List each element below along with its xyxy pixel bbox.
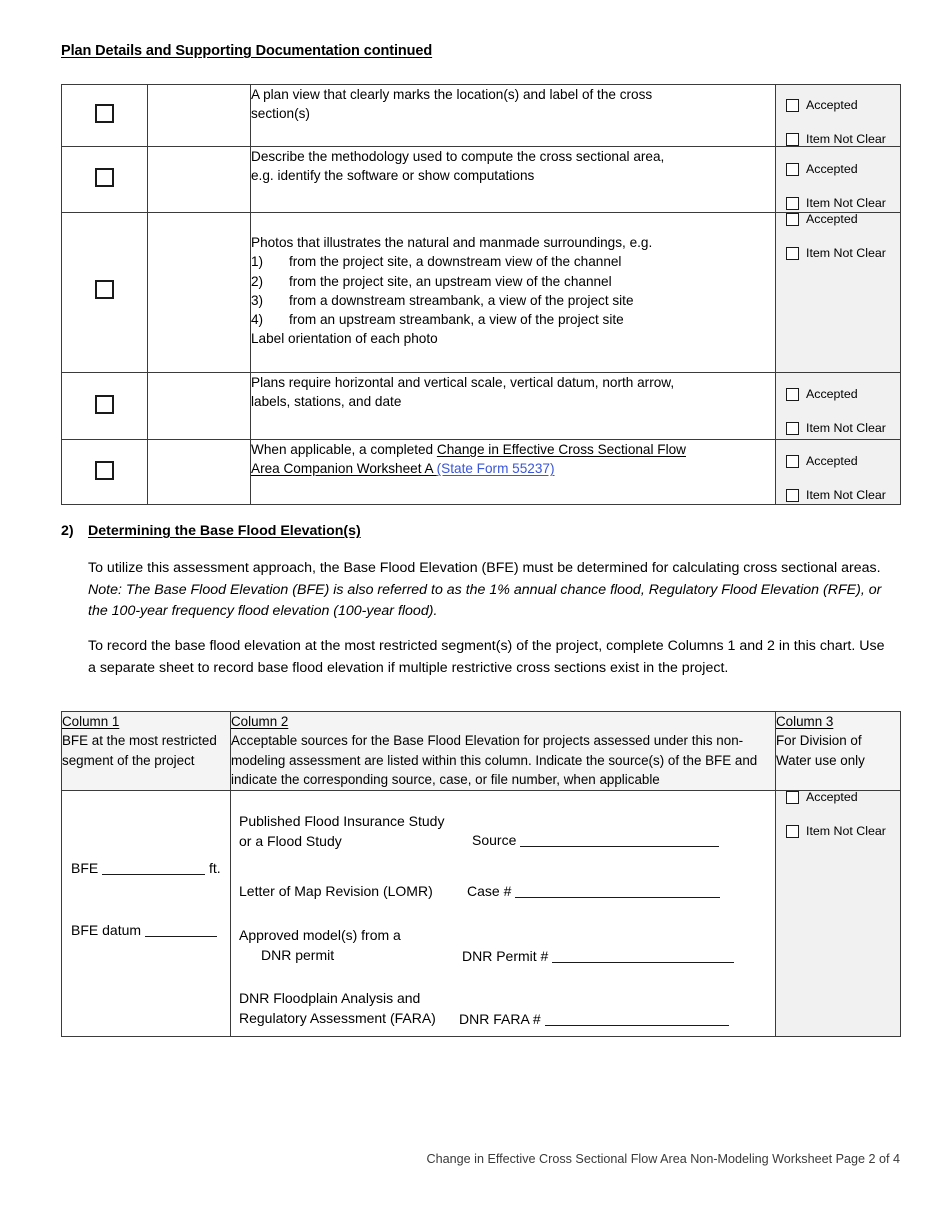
requirement-text-cell bbox=[251, 147, 776, 213]
bfe-input-rule[interactable] bbox=[102, 874, 205, 875]
bfe-datum-label: BFE datum bbox=[71, 921, 142, 938]
notes-cell[interactable] bbox=[148, 85, 251, 147]
bfe-datum-field[interactable] bbox=[71, 921, 217, 941]
source-field-case[interactable] bbox=[467, 882, 720, 902]
bfe-instructions-paragraph: To record the base flood elevation at the most restricted segment(s) of the project, complete Columns 1 and 2 in this chart. Use a separate sheet to record base flood elevation if multiple restrictive cross sections exist in the project. bbox=[88, 638, 885, 676]
bfe-intro-paragraph bbox=[88, 558, 891, 623]
status-label: Accepted bbox=[806, 98, 858, 113]
applicant-checkbox-cell[interactable] bbox=[62, 85, 148, 147]
status-option-accepted[interactable] bbox=[786, 388, 900, 401]
source-item-fara bbox=[239, 989, 436, 1029]
bfe-source-table bbox=[61, 711, 901, 1037]
requirement-text-cell bbox=[251, 373, 776, 440]
table-row bbox=[62, 790, 901, 1036]
checkbox-icon[interactable] bbox=[786, 825, 799, 838]
case-input-rule[interactable] bbox=[515, 897, 720, 898]
source-field-label: Case # bbox=[467, 882, 512, 899]
status-option-accepted[interactable] bbox=[786, 163, 900, 176]
requirement-text-cell bbox=[251, 440, 776, 505]
checkbox-icon[interactable] bbox=[95, 104, 114, 123]
requirement-line: section(s) bbox=[251, 106, 310, 122]
checkbox-icon[interactable] bbox=[786, 791, 799, 804]
status-option-not-clear[interactable] bbox=[786, 825, 900, 838]
checkbox-icon[interactable] bbox=[95, 280, 114, 299]
source-item-lomr bbox=[239, 882, 433, 902]
column3-header-cell bbox=[776, 712, 901, 791]
requirement-line: Describe the methodology used to compute the cross sectional area, bbox=[251, 149, 665, 164]
source-item-fis bbox=[239, 812, 444, 852]
requirement-line: labels, stations, and date bbox=[251, 394, 402, 410]
requirement-line: Plans require horizontal and vertical scale, vertical datum, north arrow, bbox=[251, 375, 675, 390]
status-option-accepted[interactable] bbox=[786, 791, 900, 804]
dnr-fara-input-rule[interactable] bbox=[545, 1025, 729, 1026]
checkbox-icon[interactable] bbox=[95, 168, 114, 187]
column2-title: Column 2 bbox=[231, 714, 289, 729]
worksheet-title-part1: Change in Effective Cross Sectional Flow bbox=[436, 442, 686, 457]
column1-header-cell bbox=[62, 712, 231, 791]
list-item-label: from a downstream streambank, a view of the project site bbox=[289, 292, 634, 308]
list-item bbox=[251, 272, 775, 291]
status-label: Accepted bbox=[806, 162, 858, 177]
list-item-label: from the project site, an upstream view of the channel bbox=[289, 273, 612, 289]
list-item-label: from the project site, a downstream view of the channel bbox=[289, 254, 622, 270]
plan-details-checklist-table bbox=[61, 84, 901, 505]
column2-header-cell bbox=[231, 712, 776, 791]
page-footer: Change in Effective Cross Sectional Flow Area Non-Modeling Worksheet Page 2 of 4 bbox=[426, 1152, 900, 1166]
source-field-source[interactable] bbox=[472, 831, 719, 851]
column1-title: Column 1 bbox=[62, 714, 120, 729]
checkbox-icon[interactable] bbox=[786, 388, 799, 401]
notes-cell[interactable] bbox=[148, 147, 251, 213]
source-item-approved-model bbox=[239, 926, 401, 966]
bfe-label: BFE bbox=[71, 859, 99, 876]
section-heading-bfe: Determining the Base Flood Elevation(s) bbox=[88, 523, 361, 539]
checkbox-icon[interactable] bbox=[786, 247, 799, 260]
paragraph-note-italic: Note: The Base Flood Elevation (BFE) is also referred to as the 1% annual chance flood, Regulatory Flood Elevation (RFE), or the 100-year frequency flood elevation (100-year flood). bbox=[88, 581, 882, 620]
paragraph-plain-text: To utilize this assessment approach, the Base Flood Elevation (BFE) must be determined for calculating cross sectional areas. bbox=[88, 560, 881, 576]
source-field-dnr-permit[interactable] bbox=[462, 947, 734, 967]
table-row bbox=[62, 373, 901, 440]
status-option-accepted[interactable] bbox=[786, 99, 900, 112]
source-name-line: Approved model(s) from a bbox=[239, 926, 401, 943]
requirement-line bbox=[251, 459, 775, 478]
checkbox-icon[interactable] bbox=[786, 489, 799, 502]
checkbox-icon[interactable] bbox=[786, 163, 799, 176]
column3-title: Column 3 bbox=[776, 714, 834, 729]
checkbox-icon[interactable] bbox=[786, 133, 799, 146]
source-name-line: DNR permit bbox=[261, 946, 335, 963]
source-input-rule[interactable] bbox=[520, 846, 719, 847]
requirement-line bbox=[251, 440, 775, 459]
list-item bbox=[251, 310, 775, 329]
requirement-text-cell bbox=[251, 85, 776, 147]
applicant-checkbox-cell[interactable] bbox=[62, 213, 148, 373]
applicant-checkbox-cell[interactable] bbox=[62, 147, 148, 213]
source-name-line: DNR Floodplain Analysis and bbox=[239, 989, 421, 1006]
list-item-number: 3) bbox=[251, 292, 264, 308]
list-item-number: 2) bbox=[251, 273, 264, 289]
worksheet-title-part2: Area Companion Worksheet A bbox=[251, 461, 437, 477]
table-row bbox=[62, 85, 901, 147]
source-name-line: or a Flood Study bbox=[239, 832, 342, 849]
requirement-closing: Label orientation of each photo bbox=[251, 331, 438, 347]
section-number: 2) bbox=[61, 523, 74, 539]
bfe-entry-cell bbox=[62, 790, 231, 1036]
column1-description: BFE at the most restricted segment of the project bbox=[62, 733, 217, 768]
applicant-checkbox-cell[interactable] bbox=[62, 440, 148, 505]
checkbox-icon[interactable] bbox=[786, 99, 799, 112]
list-item-label: from an upstream streambank, a view of the project site bbox=[289, 312, 624, 328]
notes-cell[interactable] bbox=[148, 213, 251, 373]
review-status-cell bbox=[776, 147, 901, 213]
requirement-prefix: When applicable, a completed bbox=[251, 442, 437, 457]
checkbox-icon[interactable] bbox=[95, 461, 114, 480]
status-label: Accepted bbox=[806, 790, 858, 805]
state-form-link[interactable]: (State Form 55237) bbox=[436, 461, 555, 477]
list-item bbox=[251, 291, 775, 310]
review-status-cell bbox=[776, 440, 901, 505]
status-option-accepted[interactable] bbox=[786, 455, 900, 468]
column3-description: For Division of Water use only bbox=[776, 733, 865, 768]
review-status-cell bbox=[776, 213, 901, 373]
photo-requirements-list bbox=[251, 252, 775, 329]
status-label: Accepted bbox=[806, 454, 858, 469]
review-status-cell bbox=[776, 790, 901, 1036]
status-label: Item Not Clear bbox=[806, 421, 886, 436]
status-option-not-clear[interactable] bbox=[786, 489, 900, 502]
checkbox-icon[interactable] bbox=[786, 197, 799, 210]
source-name-line: Regulatory Assessment (FARA) bbox=[239, 1009, 436, 1026]
bfe-datum-input-rule[interactable] bbox=[145, 936, 217, 937]
requirement-line: e.g. identify the software or show computations bbox=[251, 168, 535, 184]
source-field-label: Source bbox=[472, 831, 517, 848]
source-field-label: DNR Permit # bbox=[462, 947, 549, 964]
checkbox-icon[interactable] bbox=[786, 213, 799, 226]
bfe-unit-label: ft. bbox=[209, 859, 221, 876]
requirement-intro: Photos that illustrates the natural and manmade surroundings, e.g. bbox=[251, 235, 653, 250]
status-option-not-clear[interactable] bbox=[786, 133, 900, 146]
bfe-sources-cell bbox=[231, 790, 776, 1036]
table-row bbox=[62, 213, 901, 373]
list-item bbox=[251, 252, 775, 271]
review-status-cell bbox=[776, 373, 901, 440]
list-item-number: 1) bbox=[251, 254, 264, 270]
status-label: Item Not Clear bbox=[806, 824, 886, 839]
table-header-row bbox=[62, 712, 901, 791]
source-field-dnr-fara[interactable] bbox=[459, 1010, 729, 1030]
table-row bbox=[62, 147, 901, 213]
status-option-not-clear[interactable] bbox=[786, 422, 900, 435]
requirement-text-cell bbox=[251, 213, 776, 373]
dnr-permit-input-rule[interactable] bbox=[552, 962, 734, 963]
list-item-number: 4) bbox=[251, 312, 264, 328]
page-title: Plan Details and Supporting Documentation continued bbox=[61, 43, 433, 59]
status-option-not-clear[interactable] bbox=[786, 197, 900, 210]
status-label: Item Not Clear bbox=[806, 132, 886, 147]
status-label: Item Not Clear bbox=[806, 246, 886, 261]
status-option-not-clear[interactable] bbox=[786, 247, 900, 260]
bfe-value-field[interactable] bbox=[71, 859, 221, 879]
checkbox-icon[interactable] bbox=[786, 422, 799, 435]
source-name-line: Letter of Map Revision (LOMR) bbox=[239, 882, 433, 899]
checkbox-icon[interactable] bbox=[786, 455, 799, 468]
status-label: Item Not Clear bbox=[806, 488, 886, 503]
review-status-cell bbox=[776, 85, 901, 147]
requirement-line: A plan view that clearly marks the location(s) and label of the cross bbox=[251, 87, 653, 102]
status-option-accepted[interactable] bbox=[786, 213, 900, 226]
status-label: Accepted bbox=[806, 387, 858, 402]
notes-cell[interactable] bbox=[148, 373, 251, 440]
status-label: Item Not Clear bbox=[806, 196, 886, 211]
source-field-label: DNR FARA # bbox=[459, 1010, 541, 1027]
notes-cell[interactable] bbox=[148, 440, 251, 505]
source-name-line: Published Flood Insurance Study bbox=[239, 812, 445, 829]
column2-description: Acceptable sources for the Base Flood Elevation for projects assessed under this non-modeling assessment are listed within this column. Indicate the source(s) of the BFE and indicate the corresponding source, case, or file number, when applicable bbox=[231, 733, 758, 788]
status-label: Accepted bbox=[806, 212, 858, 227]
table-row bbox=[62, 440, 901, 505]
applicant-checkbox-cell[interactable] bbox=[62, 373, 148, 440]
checkbox-icon[interactable] bbox=[95, 395, 114, 414]
